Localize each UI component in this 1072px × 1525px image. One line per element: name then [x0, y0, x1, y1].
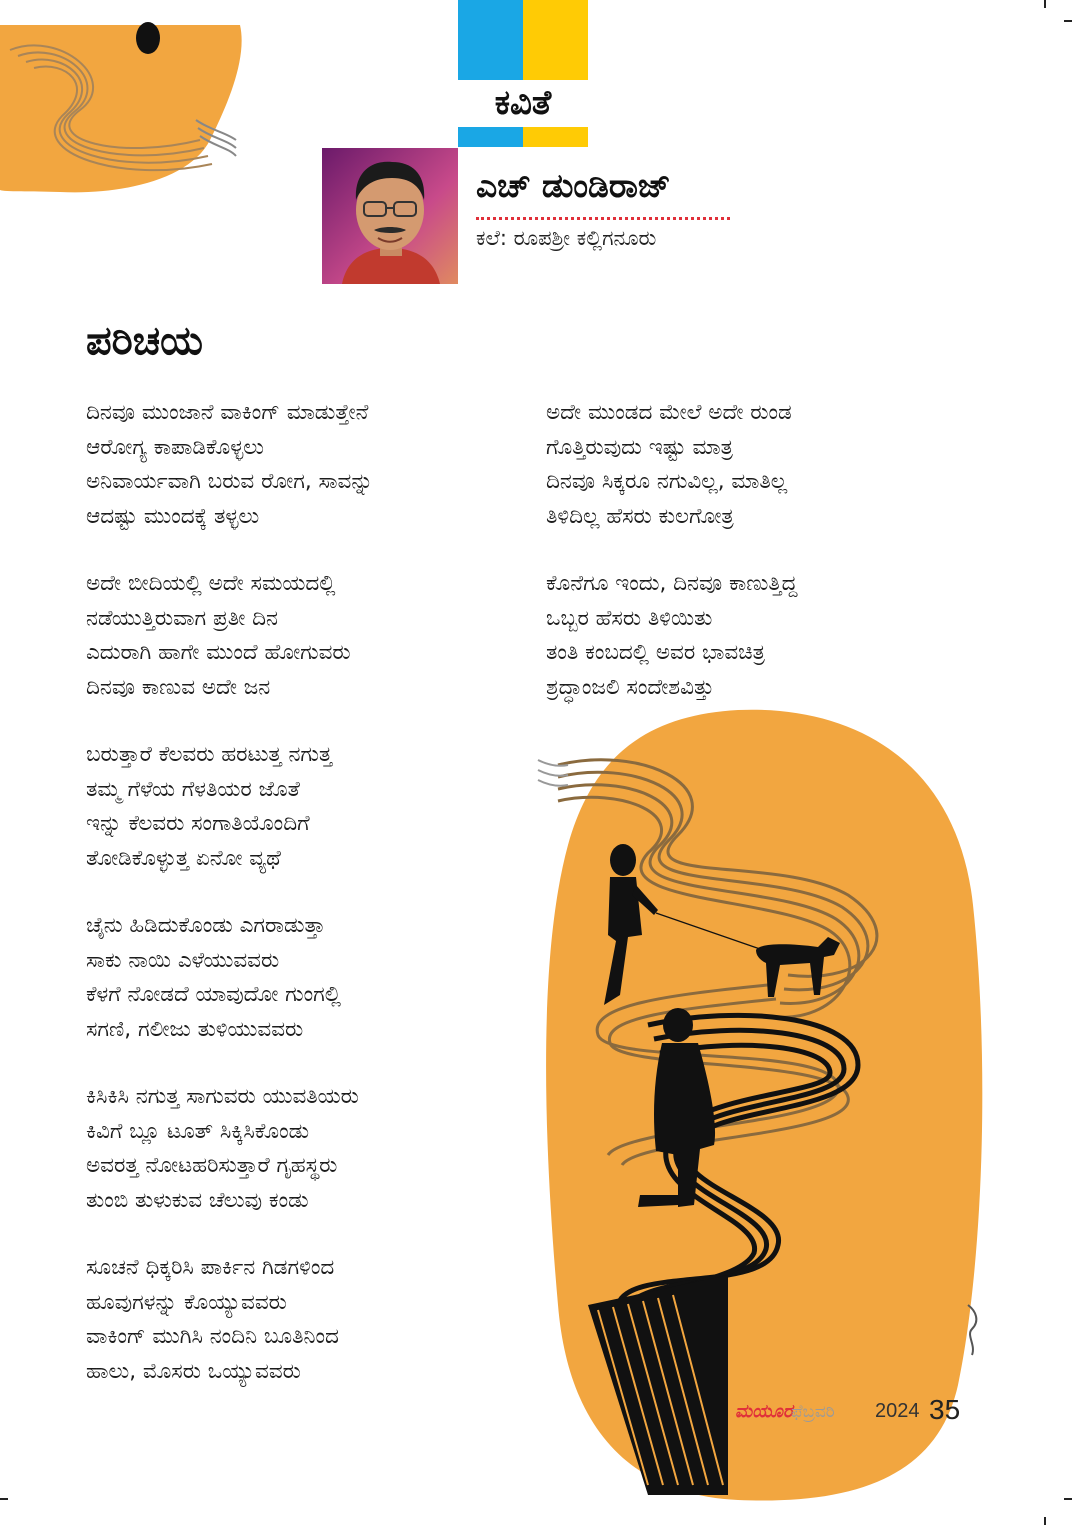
- footer-month: ಫೆಬ್ರವರಿ: [791, 1402, 835, 1422]
- poem-line: ಶ್ರದ್ಧಾಂಜಲಿ ಸಂದೇಶವಿತ್ತು: [546, 674, 714, 700]
- poem-line: ಅವರತ್ತ ನೋಟಹರಿಸುತ್ತಾರೆ ಗೃಹಸ್ಥರು: [86, 1153, 338, 1178]
- poem-title: ಪರಿಚಯ: [86, 318, 203, 364]
- poem-line: ಸಗಣಿ, ಗಲೀಜು ತುಳಿಯುವವರು: [86, 1016, 304, 1042]
- poem-line: ನಡೆಯುತ್ತಿರುವಾಗ ಪ್ರತೀ ದಿನ: [86, 605, 278, 631]
- page-number: 35: [929, 1394, 961, 1425]
- poem-line: ಕಿವಿಗೆ ಬ್ಲೂ ಟೂತ್‌ ಸಿಕ್ಕಿಸಿಕೊಂಡು: [86, 1118, 310, 1144]
- page-footer: [735, 1394, 965, 1428]
- section-tab-blue: [458, 0, 523, 80]
- poem-stanza: [86, 738, 506, 876]
- poem-line: ದಿನವೂ ಸಿಕ್ಕರೂ ನಗುವಿಲ್ಲ, ಮಾತಿಲ್ಲ: [546, 469, 788, 494]
- footer-magazine-name: ಮಯೂರ: [735, 1401, 793, 1422]
- poem-line: ಆದಷ್ಟು ಮುಂದಕ್ಕೆ ತಳ್ಳಲು: [86, 503, 260, 529]
- section-tab-yellow-bottom: [523, 127, 588, 147]
- poem-line: ಎದುರಾಗಿ ಹಾಗೇ ಮುಂದೆ ಹೋಗುವರು: [86, 640, 351, 665]
- poem-stanza: [86, 909, 506, 1047]
- poem-stanza: [86, 567, 506, 705]
- poem-line: ಹೂವುಗಳನ್ನು ಕೊಯ್ಯುವವರು: [86, 1289, 287, 1315]
- poem-line: ತಮ್ಮ ಗೆಳೆಯ ಗೆಳತಿಯರ ಜೊತೆ: [86, 776, 300, 802]
- footer-year: 2024: [875, 1400, 920, 1422]
- poem-line: ಕೆಳಗೆ ನೋಡದೆ ಯಾವುದೋ ಗುಂಗಲ್ಲಿ: [86, 982, 342, 1007]
- poem-line: ದಿನವೂ ಕಾಣುವ ಅದೇ ಜನ: [86, 674, 271, 700]
- poem-line: ಹಾಲು, ಮೊಸರು ಒಯ್ಯುವವರು: [86, 1358, 301, 1384]
- poem-stanza: [86, 1251, 506, 1389]
- poem-line: ಕಿಸಿಕಿಸಿ ನಗುತ್ತ ಸಾಗುವರು ಯುವತಿಯರು: [86, 1084, 359, 1109]
- crop-mark-bottom-right: [1064, 1498, 1072, 1500]
- section-tab-yellow: [523, 0, 588, 80]
- poem-line: ಗೊತ್ತಿರುವುದು ಇಷ್ಟು ಮಾತ್ರ: [546, 434, 733, 460]
- illustrator-credit: ಕಲೆ: ರೂಪಶ್ರೀ ಕಲ್ಲಿಗನೂರು: [476, 226, 657, 250]
- poem-line: ದಿನವೂ ಮುಂಜಾನೆ ವಾಕಿಂಗ್‌ ಮಾಡುತ್ತೇನೆ: [86, 400, 369, 425]
- author-photo: [322, 148, 458, 284]
- poem-line: ಸೂಚನೆ ಧಿಕ್ಕರಿಸಿ ಪಾರ್ಕಿನ ಗಿಡಗಳಿಂದ: [86, 1255, 335, 1280]
- poem-line: ವಾಕಿಂಗ್‌ ಮುಗಿಸಿ ನಂದಿನಿ ಬೂತಿನಿಂದ: [86, 1324, 339, 1349]
- crop-mark-bottom-left: [0, 1498, 8, 1500]
- poem-stanza: [546, 396, 926, 534]
- section-tab-blue-bottom: [458, 127, 523, 147]
- author-name: ಎಚ್‌ ಡುಂಡಿರಾಜ್‌: [476, 166, 671, 205]
- walkers-illustration: [528, 705, 998, 1505]
- crop-mark-bottom-right-2: [1044, 1517, 1046, 1525]
- poem-line: ಅದೇ ಬೀದಿಯಲ್ಲಿ ಅದೇ ಸಮಯದಲ್ಲಿ: [86, 571, 336, 596]
- poem-stanza: [86, 1080, 506, 1218]
- poem-line: ಚೈನು ಹಿಡಿದುಕೊಂಡು ಎಗರಾಡುತ್ತಾ: [86, 913, 326, 938]
- poem-line: ಬರುತ್ತಾರೆ ಕೆಲವರು ಹರಟುತ್ತ ನಗುತ್ತ: [86, 742, 333, 767]
- poem-line: ಅನಿವಾರ್ಯವಾಗಿ ಬರುವ ರೋಗ, ಸಾವನ್ನು: [86, 469, 374, 494]
- poem-stanza: [86, 396, 506, 534]
- poem-line: ತಿಳಿದಿಲ್ಲ ಹೆಸರು ಕುಲಗೋತ್ರ: [546, 503, 734, 529]
- poem-line: ತೋಡಿಕೊಳ್ಳುತ್ತ ಏನೋ ವ್ಯಥೆ: [86, 845, 281, 871]
- poem-line: ಅದೇ ಮುಂಡದ ಮೇಲೆ ಅದೇ ರುಂಡ: [546, 400, 792, 425]
- poem-left-column: [86, 396, 506, 1422]
- poem-line: ತಂತಿ ಕಂಬದಲ್ಲಿ ಅವರ ಭಾವಚಿತ್ರ: [546, 640, 765, 665]
- crop-mark-top-right: [1044, 0, 1046, 8]
- poem-right-column: [546, 396, 926, 738]
- poem-line: ಕೊನೆಗೂ ಇಂದು, ದಿನವೂ ಕಾಣುತ್ತಿದ್ದ: [546, 571, 798, 596]
- corner-illustration: [0, 20, 250, 200]
- section-label: ಕವಿತೆ: [494, 83, 552, 123]
- poem-line: ಇನ್ನು ಕೆಲವರು ಸಂಗಾತಿಯೊಂದಿಗೆ: [86, 811, 310, 836]
- poem-line: ಒಬ್ಬರ ಹೆಸರು ತಿಳಿಯಿತು: [546, 605, 713, 631]
- poem-line: ಸಾಕು ನಾಯಿ ಎಳೆಯುವವರು: [86, 947, 280, 973]
- crop-mark-right-top: [1064, 20, 1072, 22]
- poem-stanza: [546, 567, 926, 705]
- poem-line: ತುಂಬಿ ತುಳುಕುವ ಚೆಲುವು ಕಂಡು: [86, 1187, 309, 1213]
- poem-line: ಆರೋಗ್ಯ ಕಾಪಾಡಿಕೊಳ್ಳಲು: [86, 434, 264, 460]
- author-divider: [476, 217, 730, 220]
